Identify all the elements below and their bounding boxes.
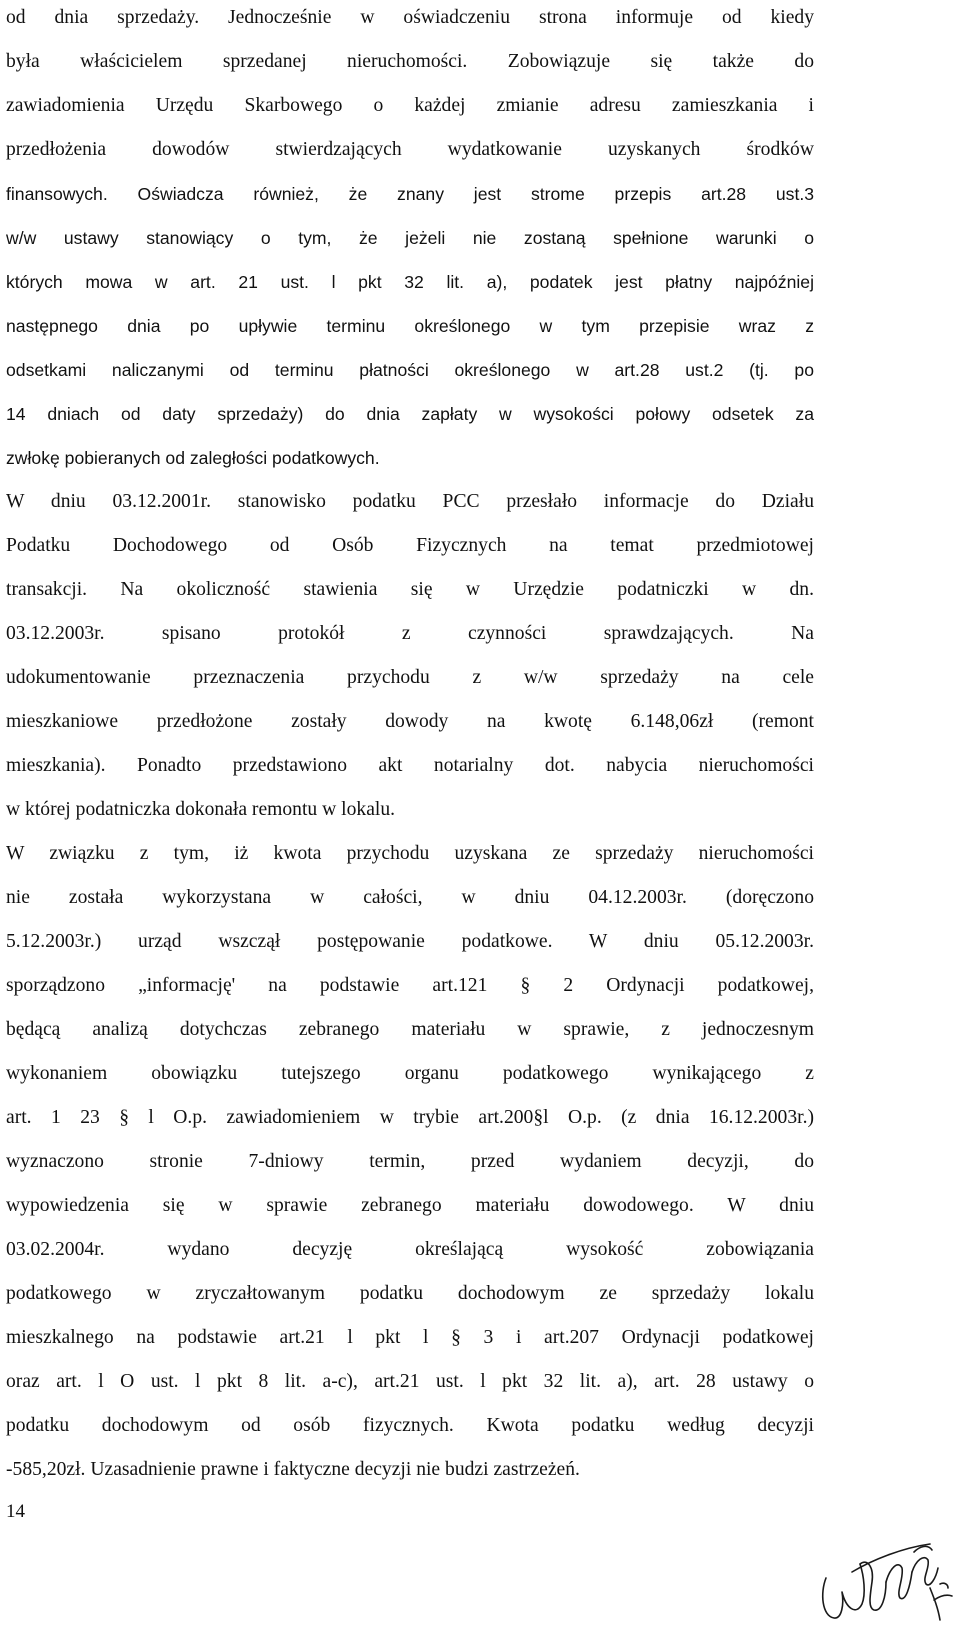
handwritten-signature: [812, 1538, 956, 1626]
text-line: transakcji. Na okoliczność stawienia się w Urzędzie podatniczki w dn.: [6, 579, 814, 600]
text-line: 14 dniach od daty sprzedaży) do dnia zapłaty w wysokości połowy odsetek za: [6, 404, 814, 424]
text-line: Podatku Dochodowego od Osób Fizycznych na temat przedmiotowej: [6, 535, 814, 556]
text-line: będącą analizą dotychczas zebranego materiału w sprawie, z jednoczesnym: [6, 1019, 814, 1040]
text-line: podatku dochodowym od osób fizycznych. Kwota podatku według decyzji: [6, 1415, 814, 1436]
text-line: przedłożenia dowodów stwierdzających wydatkowanie uzyskanych środków: [6, 139, 814, 160]
document-body: [6, 0, 814, 1492]
text-line: była właścicielem sprzedanej nieruchomości. Zobowiązuje się także do: [6, 51, 814, 72]
page-number: 14: [6, 1501, 25, 1522]
text-line: mieszkania). Ponadto przedstawiono akt notarialny dot. nabycia nieruchomości: [6, 755, 814, 776]
text-line: nie została wykorzystana w całości, w dniu 04.12.2003r. (doręczono: [6, 887, 814, 908]
text-line: podatkowego w zryczałtowanym podatku dochodowym ze sprzedaży lokalu: [6, 1283, 814, 1304]
text-line: sporządzono „informację' na podstawie art.121 § 2 Ordynacji podatkowej,: [6, 975, 814, 996]
text-line: odsetkami naliczanymi od terminu płatności określonego w art.28 ust.2 (tj. po: [6, 360, 814, 380]
text-line: -585,20zł. Uzasadnienie prawne i faktyczne decyzji nie budzi zastrzeżeń.: [6, 1459, 580, 1480]
text-line: W dniu 03.12.2001r. stanowisko podatku PCC przesłało informacje do Działu: [6, 491, 814, 512]
text-line: finansowych. Oświadcza również, że znany jest strome przepis art.28 ust.3: [6, 184, 814, 204]
text-line: oraz art. l O ust. l pkt 8 lit. a-c), art.21 ust. l pkt 32 lit. a), art. 28 ustawy o: [6, 1371, 814, 1392]
text-line: w/w ustawy stanowiący o tym, że jeżeli nie zostaną spełnione warunki o: [6, 228, 814, 248]
text-line: których mowa w art. 21 ust. l pkt 32 lit. a), podatek jest płatny najpóźniej: [6, 272, 814, 292]
text-line: wykonaniem obowiązku tutejszego organu podatkowego wynikającego z: [6, 1063, 814, 1084]
text-line: art. 1 23 § l O.p. zawiadomieniem w trybie art.200§l O.p. (z dnia 16.12.2003r.): [6, 1107, 814, 1128]
text-line: mieszkalnego na podstawie art.21 l pkt l § 3 i art.207 Ordynacji podatkowej: [6, 1327, 814, 1348]
text-line: wypowiedzenia się w sprawie zebranego materiału dowodowego. W dniu: [6, 1195, 814, 1216]
text-line: zawiadomienia Urzędu Skarbowego o każdej zmianie adresu zamieszkania i: [6, 95, 814, 116]
text-line: następnego dnia po upływie terminu określonego w tym przepisie wraz z: [6, 316, 814, 336]
text-line: wyznaczono stronie 7-dniowy termin, przed wydaniem decyzji, do: [6, 1151, 814, 1172]
text-line: mieszkaniowe przedłożone zostały dowody na kwotę 6.148,06zł (remont: [6, 711, 814, 732]
text-line: od dnia sprzedaży. Jednocześnie w oświadczeniu strona informuje od kiedy: [6, 7, 814, 28]
text-line: udokumentowanie przeznaczenia przychodu z w/w sprzedaży na cele: [6, 667, 814, 688]
text-line: 03.12.2003r. spisano protokół z czynności sprawdzających. Na: [6, 623, 814, 644]
text-line: 5.12.2003r.) urząd wszczął postępowanie podatkowe. W dniu 05.12.2003r.: [6, 931, 814, 952]
text-line: W związku z tym, iż kwota przychodu uzyskana ze sprzedaży nieruchomości: [6, 843, 814, 864]
text-line: w której podatniczka dokonała remontu w lokalu.: [6, 799, 396, 820]
text-line: 03.02.2004r. wydano decyzję określającą wysokość zobowiązania: [6, 1239, 814, 1260]
text-line: zwłokę pobieranych od zaległości podatkowych.: [6, 448, 380, 468]
